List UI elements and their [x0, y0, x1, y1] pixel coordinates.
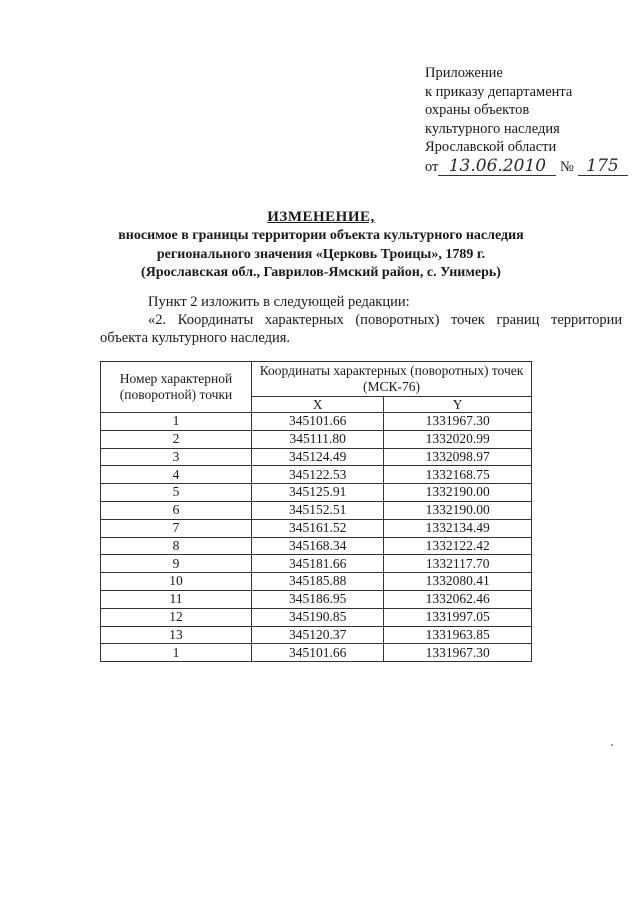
order-number-label: № [560, 158, 574, 175]
scan-speck [611, 744, 613, 746]
point-number-cell: 1 [101, 644, 252, 662]
intro-line-2: «2. Координаты характерных (поворотных) точек границ территории [148, 312, 623, 328]
y-coordinate-cell: 1332190.00 [384, 501, 532, 519]
table-row [101, 484, 532, 502]
y-coordinate-cell: 1331997.05 [384, 608, 532, 626]
table-row [101, 608, 532, 626]
x-coordinate-cell: 345168.34 [252, 537, 384, 555]
x-coordinate-cell: 345111.80 [252, 430, 384, 448]
y-coordinate-cell: 1332098.97 [384, 448, 532, 466]
title-line-2: регионального значения «Церковь Троицы», 1789 г. [156, 246, 486, 262]
table-row [101, 626, 532, 644]
point-number-cell: 4 [101, 466, 252, 484]
point-number-cell: 12 [101, 608, 252, 626]
point-number-header: Номер характерной (поворотной) точки [101, 362, 252, 413]
title-line-1: вносимое в границы территории объекта культурного наследия [118, 228, 524, 243]
coordinates-table [100, 361, 532, 662]
appendix-line-3: охраны объектов [425, 102, 530, 118]
y-coordinate-cell: 1332080.41 [384, 573, 532, 591]
point-number-cell: 7 [101, 519, 252, 537]
y-coordinate-cell: 1332122.42 [384, 537, 532, 555]
point-number-cell: 8 [101, 537, 252, 555]
point-number-cell: 5 [101, 484, 252, 502]
point-number-cell: 1 [101, 413, 252, 431]
y-header: Y [384, 397, 532, 413]
y-coordinate-cell: 1331967.30 [384, 413, 532, 431]
intro-line-3: объекта культурного наследия. [100, 330, 291, 346]
x-coordinate-cell: 345190.85 [252, 608, 384, 626]
y-coordinate-cell: 1332117.70 [384, 555, 532, 573]
order-date: 13.06.2010 [438, 157, 556, 177]
x-coordinate-cell: 345122.53 [252, 466, 384, 484]
table-row [101, 590, 532, 608]
point-number-cell: 13 [101, 626, 252, 644]
title-heading: ИЗМЕНЕНИЕ, [267, 209, 375, 225]
y-coordinate-cell: 1331963.85 [384, 626, 532, 644]
point-number-cell: 11 [101, 590, 252, 608]
table-row [101, 555, 532, 573]
x-coordinate-cell: 345101.66 [252, 413, 384, 431]
document-title [90, 208, 552, 283]
x-coordinate-cell: 345186.95 [252, 590, 384, 608]
table-row [101, 430, 532, 448]
point-number-cell: 9 [101, 555, 252, 573]
table-row [101, 573, 532, 591]
table-row [101, 448, 532, 466]
title-line-3: (Ярославская обл., Гаврилов-Ямский район, с. Унимерь) [141, 265, 501, 280]
x-coordinate-cell: 345185.88 [252, 573, 384, 591]
order-number: 175 [578, 157, 628, 177]
point-number-cell: 2 [101, 430, 252, 448]
y-coordinate-cell: 1332134.49 [384, 519, 532, 537]
y-coordinate-cell: 1332062.46 [384, 590, 532, 608]
table-row [101, 644, 532, 662]
x-coordinate-cell: 345101.66 [252, 644, 384, 662]
table-body [101, 413, 532, 662]
point-number-cell: 6 [101, 501, 252, 519]
table-row [101, 413, 532, 431]
appendix-block [425, 64, 628, 177]
order-line [425, 157, 628, 177]
appendix-line-5: Ярославской области [425, 139, 557, 155]
x-coordinate-cell: 345124.49 [252, 448, 384, 466]
table-row [101, 466, 532, 484]
table-row [101, 537, 532, 555]
point-number-cell: 10 [101, 573, 252, 591]
y-coordinate-cell: 1332168.75 [384, 466, 532, 484]
coordinates-group-header: Координаты характерных (поворотных) точек (МСК-76) [252, 362, 532, 397]
x-coordinate-cell: 345161.52 [252, 519, 384, 537]
y-coordinate-cell: 1332190.00 [384, 484, 532, 502]
appendix-line-4: культурного наследия [425, 120, 560, 137]
appendix-line-2: к приказу департамента [425, 83, 573, 100]
appendix-line-1: Приложение [425, 65, 503, 81]
y-coordinate-cell: 1331967.30 [384, 644, 532, 662]
x-coordinate-cell: 345120.37 [252, 626, 384, 644]
table-row [101, 501, 532, 519]
x-header: X [252, 397, 384, 413]
x-coordinate-cell: 345125.91 [252, 484, 384, 502]
x-coordinate-cell: 345152.51 [252, 501, 384, 519]
order-prefix: от [425, 158, 439, 175]
table-row [101, 519, 532, 537]
intro-line-1: Пункт 2 изложить в следующей редакции: [148, 294, 410, 310]
y-coordinate-cell: 1332020.99 [384, 430, 532, 448]
point-number-cell: 3 [101, 448, 252, 466]
x-coordinate-cell: 345181.66 [252, 555, 384, 573]
